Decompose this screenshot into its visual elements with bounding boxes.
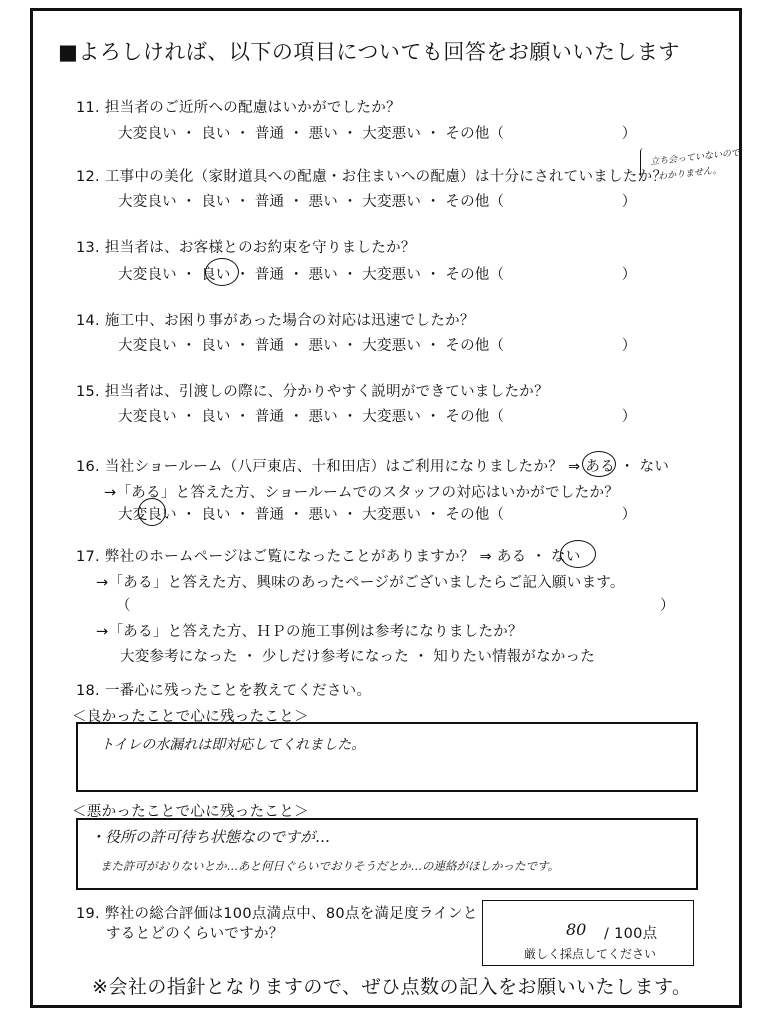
- question-19-line1: 19. 弊社の総合評価は100点満点中、80点を満足度ラインと: [76, 906, 478, 922]
- question-12: 12. 工事中の美化（家財道具への配慮・お住まいへの配慮）は十分にされていましたか？: [76, 169, 668, 185]
- question-17-sub1: →「ある」と答えた方、興味のあったページがございましたらご記入願います。: [96, 575, 625, 591]
- page-title: ■よろしければ、以下の項目についても回答をお願いいたします: [58, 40, 680, 64]
- options-11[interactable]: 大変良い ・ 良い ・ 普通 ・ 悪い ・ 大変悪い ・ その他（ ）: [118, 126, 637, 142]
- paren-close: ）: [660, 598, 675, 614]
- good-answer-text: トイレの水漏れは即対応してくれました。: [100, 737, 366, 753]
- score-value: 80: [566, 920, 587, 939]
- options-17[interactable]: 大変参考になった ・ 少しだけ参考になった ・ 知りたい情報がなかった: [120, 649, 595, 665]
- score-note: 厳しく採点してください: [524, 947, 657, 961]
- bad-answer-text-line2: また許可がおりないとか…あと何日ぐらいでおりそうだとか…の連絡がほしかったです。: [100, 859, 560, 873]
- question-17-sub2: →「ある」と答えた方、ＨＰの施工事例は参考になりましたか？: [96, 624, 523, 640]
- question-16: 16. 当社ショールーム（八戸東店、十和田店）はご利用になりましたか？ ⇒ ある ・ ない: [76, 459, 670, 475]
- bad-answer-text-line1: ・役所の許可待ち状態なのですが…: [90, 828, 331, 846]
- paren-open: （: [116, 598, 131, 614]
- question-16-sub: →「ある」と答えた方、ショールームでのスタッフの対応はいかがでしたか？: [104, 485, 620, 501]
- answer-circle-13: [205, 258, 239, 286]
- options-16[interactable]: 大変良い ・ 良い ・ 普通 ・ 悪い ・ 大変悪い ・ その他（ ）: [118, 507, 637, 523]
- question-14: 14. 施工中、お困り事があった場合の対応は迅速でしたか？: [76, 313, 475, 329]
- question-15: 15. 担当者は、引渡しの際に、分かりやすく説明ができていましたか？: [76, 384, 549, 400]
- question-17: 17. 弊社のホームページはご覧になったことがありますか？ ⇒ ある ・ ない: [76, 549, 581, 565]
- score-suffix: / 100点: [604, 926, 658, 942]
- bad-label: ＜悪かったことで心に残ったこと＞: [72, 804, 309, 820]
- question-18: 18. 一番心に残ったことを教えてください。: [76, 683, 372, 699]
- handwritten-note-12-line2: わかりません。: [657, 165, 723, 183]
- answer-circle-17: [560, 540, 596, 568]
- options-15[interactable]: 大変良い ・ 良い ・ 普通 ・ 悪い ・ 大変悪い ・ その他（ ）: [118, 409, 637, 425]
- question-13: 13. 担当者は、お客様とのお約束を守りましたか？: [76, 240, 416, 256]
- note-bracket: [640, 148, 647, 178]
- handwritten-note-12-line1: 立ち会っていないので: [649, 148, 741, 168]
- question-11: 11. 担当者のご近所への配慮はいかがでしたか？: [76, 100, 401, 116]
- answer-circle-16-sub: [138, 498, 166, 526]
- options-14[interactable]: 大変良い ・ 良い ・ 普通 ・ 悪い ・ 大変悪い ・ その他（ ）: [118, 338, 637, 354]
- answer-circle-16: [582, 451, 616, 477]
- options-12[interactable]: 大変良い ・ 良い ・ 普通 ・ 悪い ・ 大変悪い ・ その他（ ）: [118, 194, 637, 210]
- options-13[interactable]: 大変良い ・ 良い ・ 普通 ・ 悪い ・ 大変悪い ・ その他（ ）: [118, 267, 637, 283]
- footer-note: ※会社の指針となりますので、ぜひ点数の記入をお願いいたします。: [92, 976, 692, 998]
- question-19-line2: するとどのくらいですか？: [106, 926, 284, 942]
- good-label: ＜良かったことで心に残ったこと＞: [72, 709, 309, 725]
- good-answer-box[interactable]: [76, 722, 698, 792]
